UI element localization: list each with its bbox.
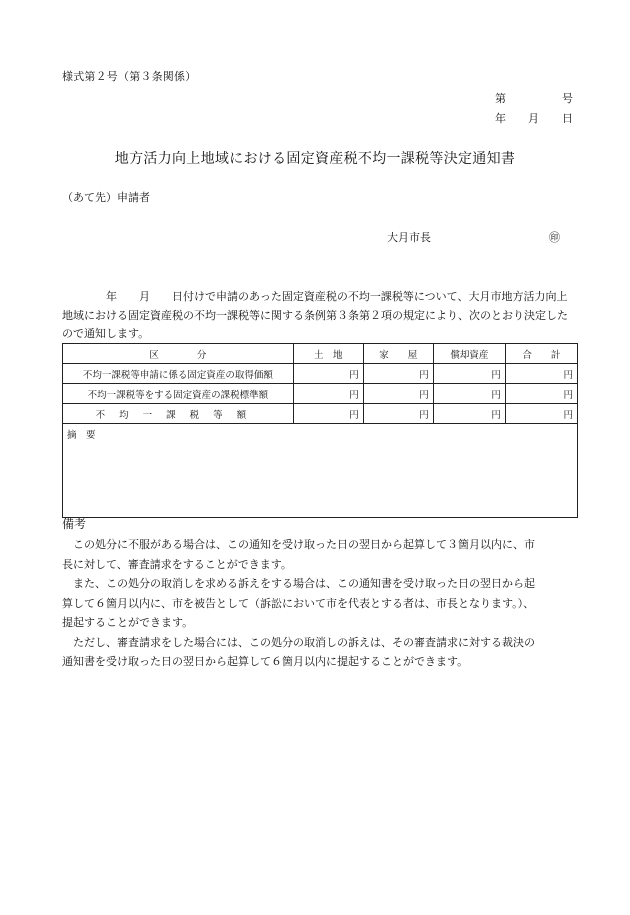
table-row bbox=[63, 364, 578, 384]
notice-body-line: ので通知します。 bbox=[62, 327, 150, 340]
form-number-label: 様式第２号（第３条関係） bbox=[62, 70, 197, 83]
notice-body-line: 地域における固定資産税の不均一課税等に関する条例第３条第２項の規定により、次のとおり決定した bbox=[62, 308, 568, 322]
row-label-acquisition-price: 不均一課税等申請に係る固定資産の取得価額 bbox=[63, 364, 294, 384]
yen-cell: 円 bbox=[363, 384, 433, 404]
yen-cell: 円 bbox=[293, 404, 363, 424]
remarks-line: 長に対して、審査請求をすることができます。 bbox=[62, 557, 292, 571]
header-category: 区 分 bbox=[63, 344, 294, 364]
yen-cell: 円 bbox=[505, 404, 577, 424]
remarks-line: 算して６箇月以内に、市を被告として（訴訟において市を代表とする者は、市長となります。）、 bbox=[62, 596, 535, 610]
yen-cell: 円 bbox=[433, 404, 505, 424]
document-title: 地方活力向上地域における固定資産税不均一課税等決定通知書 bbox=[114, 151, 516, 167]
remarks-line: 通知書を受け取った日の翌日から起算して６箇月以内に提起することができます。 bbox=[62, 655, 469, 668]
summary-field: 摘 要 bbox=[63, 424, 578, 518]
issuer-name: 大月市長 bbox=[387, 231, 431, 244]
remarks-line: また、この処分の取消しを求める訴えをする場合は、この通知書を受け取った日の翌日から起 bbox=[62, 577, 535, 590]
remarks-line: この処分に不服がある場合は、この通知を受け取った日の翌日から起算して３箇月以内に、市 bbox=[62, 538, 535, 551]
yen-cell: 円 bbox=[505, 384, 577, 404]
table-row bbox=[63, 404, 578, 424]
summary-row bbox=[63, 424, 578, 518]
header-land: 土 地 bbox=[293, 344, 363, 364]
remarks-heading: 備考 bbox=[62, 517, 87, 531]
yen-cell: 円 bbox=[293, 364, 363, 384]
document-number-prefix: 第 bbox=[495, 92, 506, 105]
notice-body-line: 年 月 日付けで申請のあった固定資産税の不均一課税等について、大月市地方活力向上 bbox=[62, 290, 568, 303]
decision-table bbox=[62, 343, 578, 518]
seal-mark: ㊞ bbox=[549, 231, 560, 244]
remarks-line: 提起することができます。 bbox=[62, 616, 194, 629]
header-depreciable-assets: 償却資産 bbox=[433, 344, 505, 364]
notice-body bbox=[62, 288, 572, 344]
yen-cell: 円 bbox=[293, 384, 363, 404]
yen-cell: 円 bbox=[363, 364, 433, 384]
header-total: 合 計 bbox=[505, 344, 577, 364]
remarks-line: ただし、審査請求をした場合には、この処分の取消しの訴えは、その審査請求に対する裁決の bbox=[62, 635, 535, 649]
addressee: （あて先）申請者 bbox=[62, 191, 150, 204]
table-row bbox=[63, 384, 578, 404]
header-building: 家 屋 bbox=[363, 344, 433, 364]
date-year-label: 年 bbox=[495, 112, 506, 125]
date-month-label: 月 bbox=[528, 112, 539, 125]
row-label-tax-base: 不均一課税等をする固定資産の課税標準額 bbox=[63, 384, 294, 404]
yen-cell: 円 bbox=[505, 364, 577, 384]
yen-cell: 円 bbox=[363, 404, 433, 424]
row-label-uneven-tax-amount: 不均一課税等額 bbox=[63, 404, 294, 424]
table-header-row bbox=[63, 344, 578, 364]
date-day-label: 日 bbox=[562, 112, 573, 125]
document-number-suffix: 号 bbox=[562, 92, 573, 105]
yen-cell: 円 bbox=[433, 364, 505, 384]
remarks-text bbox=[62, 535, 582, 672]
yen-cell: 円 bbox=[433, 384, 505, 404]
